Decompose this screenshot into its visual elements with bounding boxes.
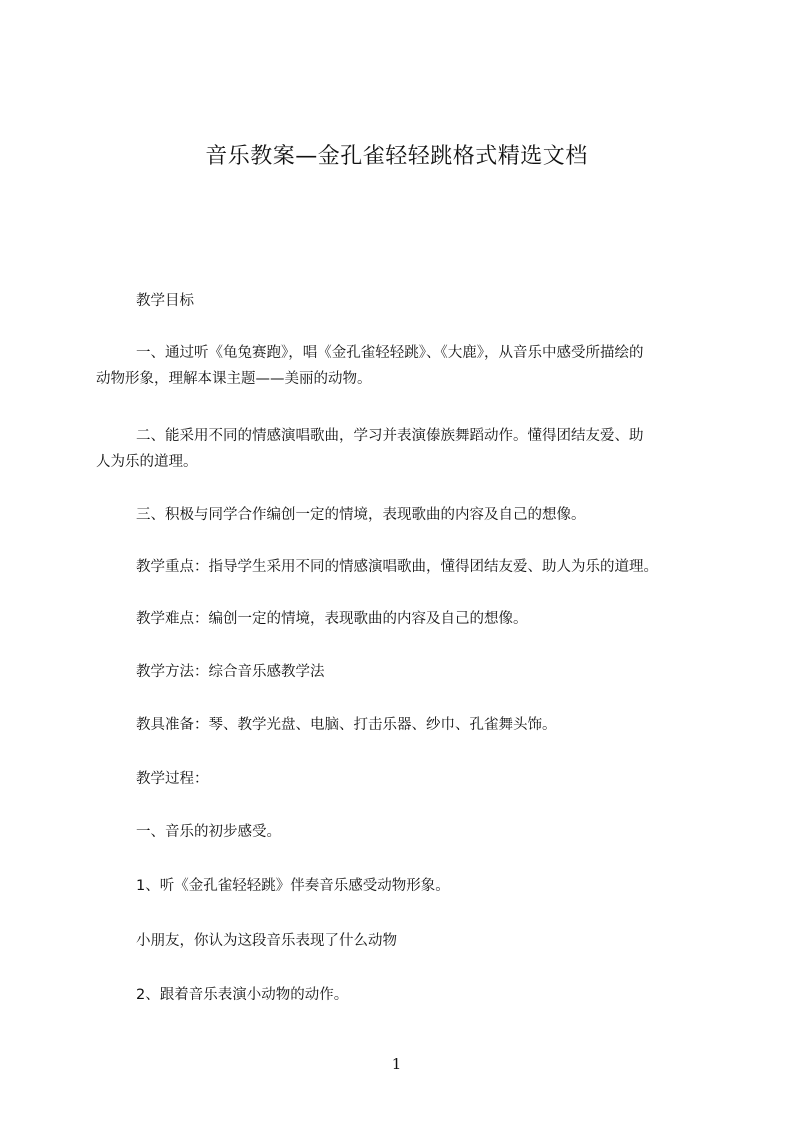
key-point-paragraph: 教学重点：指导学生采用不同的情感演唱歌曲，懂得团结友爱、助人为乐的道理。 xyxy=(136,559,658,575)
page-number: 1 xyxy=(391,1055,402,1073)
goal-1-paragraph xyxy=(96,340,706,392)
goal-1-line-1: 一、通过听《龟兔赛跑》，唱《金孔雀轻轻跳》、《大鹿》，从音乐中感受所描绘的 xyxy=(136,345,644,361)
difficulty-paragraph: 教学难点：编创一定的情境，表现歌曲的内容及自己的想像。 xyxy=(136,611,528,627)
step-1-2-paragraph: 2、跟着音乐表演小动物的动作。 xyxy=(136,987,349,1003)
goal-2-paragraph xyxy=(96,423,706,475)
goals-heading: 教学目标 xyxy=(136,293,194,309)
goal-1-line-2: 动物形象，理解本课主题——美丽的动物。 xyxy=(96,371,372,387)
goal-2-line-2: 人为乐的道理。 xyxy=(96,454,198,470)
goal-2-line-1: 二、能采用不同的情感演唱歌曲，学习并表演傣族舞蹈动作。懂得团结友爱、助 xyxy=(136,428,644,444)
materials-paragraph: 教具准备：琴、教学光盘、电脑、打击乐器、纱巾、孔雀舞头饰。 xyxy=(136,717,557,733)
method-paragraph: 教学方法：综合音乐感教学法 xyxy=(136,664,325,680)
goal-3-paragraph: 三、积极与同学合作编创一定的情境，表现歌曲的内容及自己的想像。 xyxy=(136,507,586,523)
document-title: 音乐教案—金孔雀轻轻跳格式精选文档 xyxy=(205,144,588,169)
process-heading: 教学过程： xyxy=(136,771,209,787)
step-1-1-paragraph: 1、听《金孔雀轻轻跳》伴奏音乐感受动物形象。 xyxy=(136,878,450,894)
question-paragraph: 小朋友，你认为这段音乐表现了什么动物 xyxy=(136,933,397,949)
step-1-heading: 一、音乐的初步感受。 xyxy=(136,824,281,840)
